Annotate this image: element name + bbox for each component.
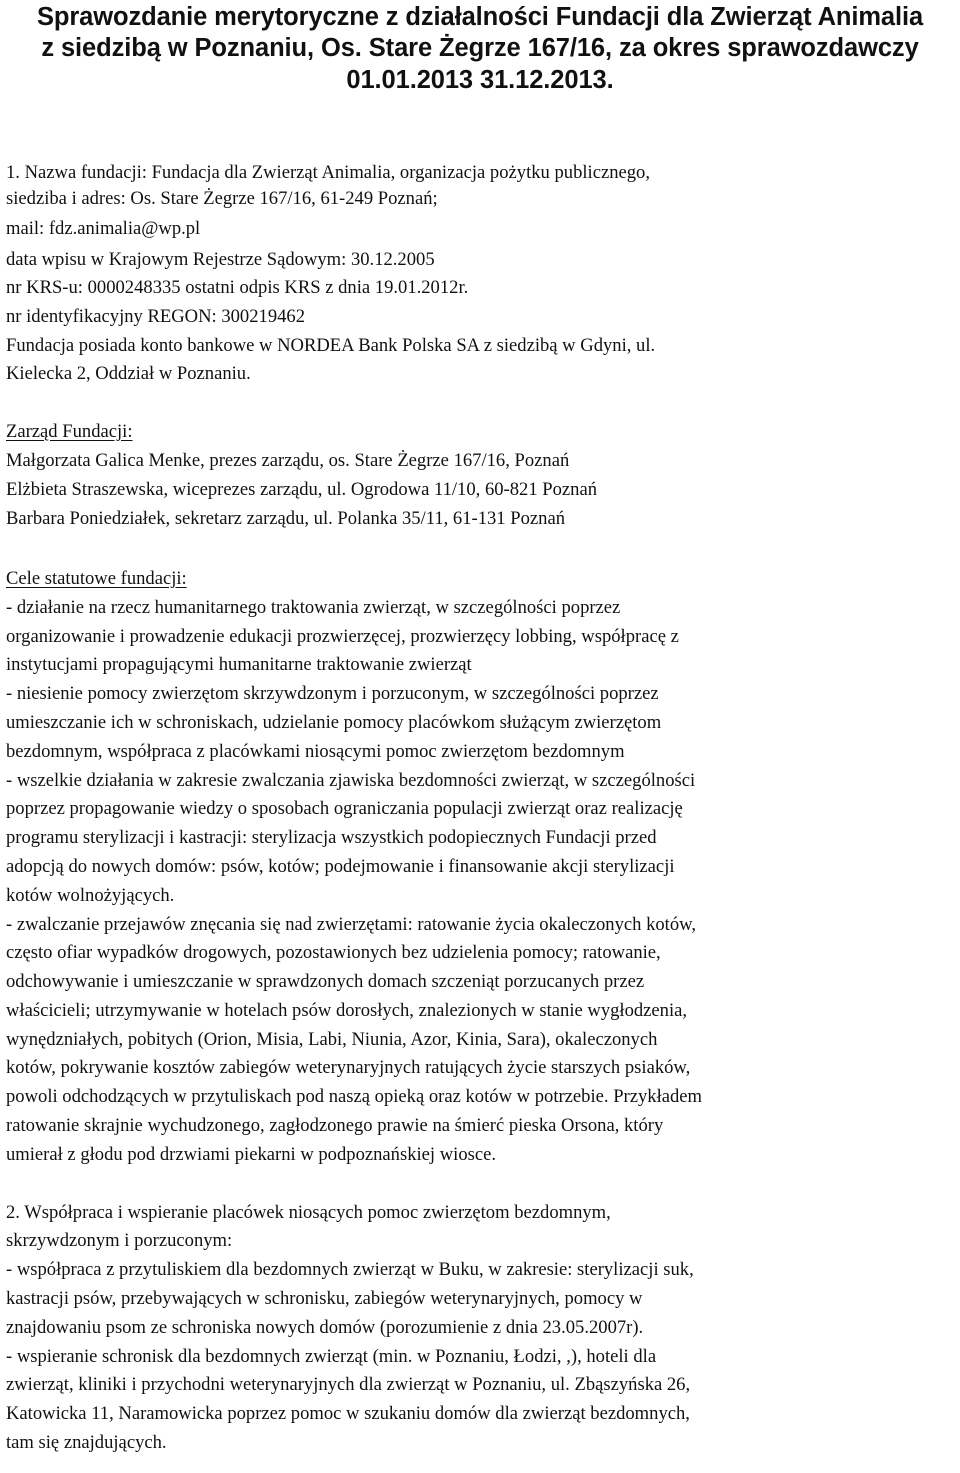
goals-line: kotów wolnożyjących. [6, 885, 175, 906]
board-heading: Zarząd Fundacji: [6, 421, 133, 442]
detail-line: Kielecka 2, Oddział w Poznaniu. [6, 363, 251, 384]
goals-line: wynędzniałych, pobitych (Orion, Misia, Labi, Niunia, Azor, Kinia, Sara), okaleczonych [6, 1029, 658, 1050]
detail-line: 1. Nazwa fundacji: Fundacja dla Zwierząt Animalia, organizacja pożytku publicznego, [6, 162, 650, 183]
detail-line: siedziba i adres: Os. Stare Żegrze 167/16, 61-249 Poznań; [6, 188, 438, 209]
title-line: Sprawozdanie merytoryczne z działalności Fundacji dla Zwierząt Animalia [36, 3, 924, 31]
cooperation-line: - wspieranie schronisk dla bezdomnych zwierząt (min. w Poznaniu, Łodzi, ,), hoteli dla [6, 1346, 657, 1367]
goals-line: ratowanie skrajnie wychudzonego, zagłodzonego prawie na śmierć pieska Orsona, który [6, 1115, 664, 1136]
cooperation-line: - współpraca z przytuliskiem dla bezdomnych zwierząt w Buku, w zakresie: sterylizacji suk, [6, 1259, 694, 1280]
board-member: Elżbieta Straszewska, wiceprezes zarządu, ul. Ogrodowa 11/10, 60-821 Poznań [6, 479, 598, 500]
detail-line: data wpisu w Krajowym Rejestrze Sądowym: 30.12.2005 [6, 249, 435, 270]
goals-line: instytucjami propagującymi humanitarne traktowanie zwierząt [6, 654, 472, 675]
cooperation-line: kastracji psów, przebywających w schronisku, zabiegów weterynaryjnych, pomocy w [6, 1288, 643, 1309]
board-member: Małgorzata Galica Menke, prezes zarządu, os. Stare Żegrze 167/16, Poznań [6, 450, 570, 471]
goals-line: - wszelkie działania w zakresie zwalczania zjawiska bezdomności zwierząt, w szczególności [6, 770, 696, 791]
cooperation-line: 2. Współpraca i wspieranie placówek niosących pomoc zwierzętom bezdomnym, [6, 1202, 611, 1223]
goals-line: często ofiar wypadków drogowych, pozostawionych bez udzielenia pomocy; ratowanie, [6, 942, 661, 963]
goals-line: umieszczanie ich w schroniskach, udzielanie pomocy placówkom służącym zwierzętom [6, 712, 662, 733]
goals-line: bezdomnym, współpraca z placówkami niosącymi pomoc zwierzętom bezdomnym [6, 741, 625, 762]
detail-line: nr KRS-u: 0000248335 ostatni odpis KRS z dnia 19.01.2012r. [6, 277, 469, 298]
goals-line: kotów, pokrywanie kosztów zabiegów weterynaryjnych ratujących życie starszych psiaków, [6, 1057, 691, 1078]
goals-line: poprzez propagowanie wiedzy o sposobach ograniczania populacji zwierząt oraz realizację [6, 798, 683, 819]
goals-line: - niesienie pomocy zwierzętom skrzywdzonym i porzuconym, w szczególności poprzez [6, 683, 659, 704]
board-member: Barbara Poniedziałek, sekretarz zarządu, ul. Polanka 35/11, 61-131 Poznań [6, 508, 565, 529]
goals-line: programu sterylizacji i kastracji: sterylizacja wszystkich podopiecznych Fundacji przed [6, 827, 657, 848]
goals-line: umierał z głodu pod drzwiami piekarni w podpoznańskiej wiosce. [6, 1144, 497, 1165]
goals-line: powoli odchodzących w przytuliskach pod naszą opieką oraz kotów w potrzebie. Przykładem [6, 1086, 703, 1107]
cooperation-line: Katowicka 11, Naramowicka poprzez pomoc w szukaniu domów dla zwierząt bezdomnych, [6, 1403, 690, 1424]
detail-line: Fundacja posiada konto bankowe w NORDEA Bank Polska SA z siedzibą w Gdyni, ul. [6, 335, 656, 356]
cooperation-line: tam się znajdujących. [6, 1432, 167, 1453]
title-line: z siedzibą w Poznaniu, Os. Stare Żegrze 167/16, za okres sprawozdawczy [41, 34, 919, 62]
goals-heading: Cele statutowe fundacji: [6, 568, 187, 589]
goals-line: - zwalczanie przejawów znęcania się nad zwierzętami: ratowanie życia okaleczonych kotów, [6, 914, 697, 935]
cooperation-line: zwierząt, kliniki i przychodni weterynaryjnych dla zwierząt w Poznaniu, ul. Zbąszyńska 26, [6, 1374, 691, 1395]
goals-line: odchowywanie i umieszczanie w sprawdzonych domach szczeniąt porzucanych przez [6, 971, 645, 992]
goals-line: - działanie na rzecz humanitarnego traktowania zwierząt, w szczególności poprzez [6, 597, 621, 618]
detail-line: mail: fdz.animalia@wp.pl [6, 218, 201, 239]
cooperation-line: znajdowaniu psom ze schroniska nowych domów (porozumienie z dnia 23.05.2007r). [6, 1317, 644, 1338]
goals-line: adopcją do nowych domów: psów, kotów; podejmowanie i finansowanie akcji sterylizacji [6, 856, 675, 877]
goals-line: właścicieli; utrzymywanie w hotelach psów dorosłych, znalezionych w stanie wygłodzenia, [6, 1000, 688, 1021]
title-line: 01.01.2013 31.12.2013. [346, 66, 614, 94]
cooperation-line: skrzywdzonym i porzuconym: [6, 1230, 233, 1251]
goals-line: organizowanie i prowadzenie edukacji prozwierzęcej, prozwierzęcy lobbing, współpracę z [6, 626, 679, 647]
detail-line: nr identyfikacyjny REGON: 300219462 [6, 306, 306, 327]
